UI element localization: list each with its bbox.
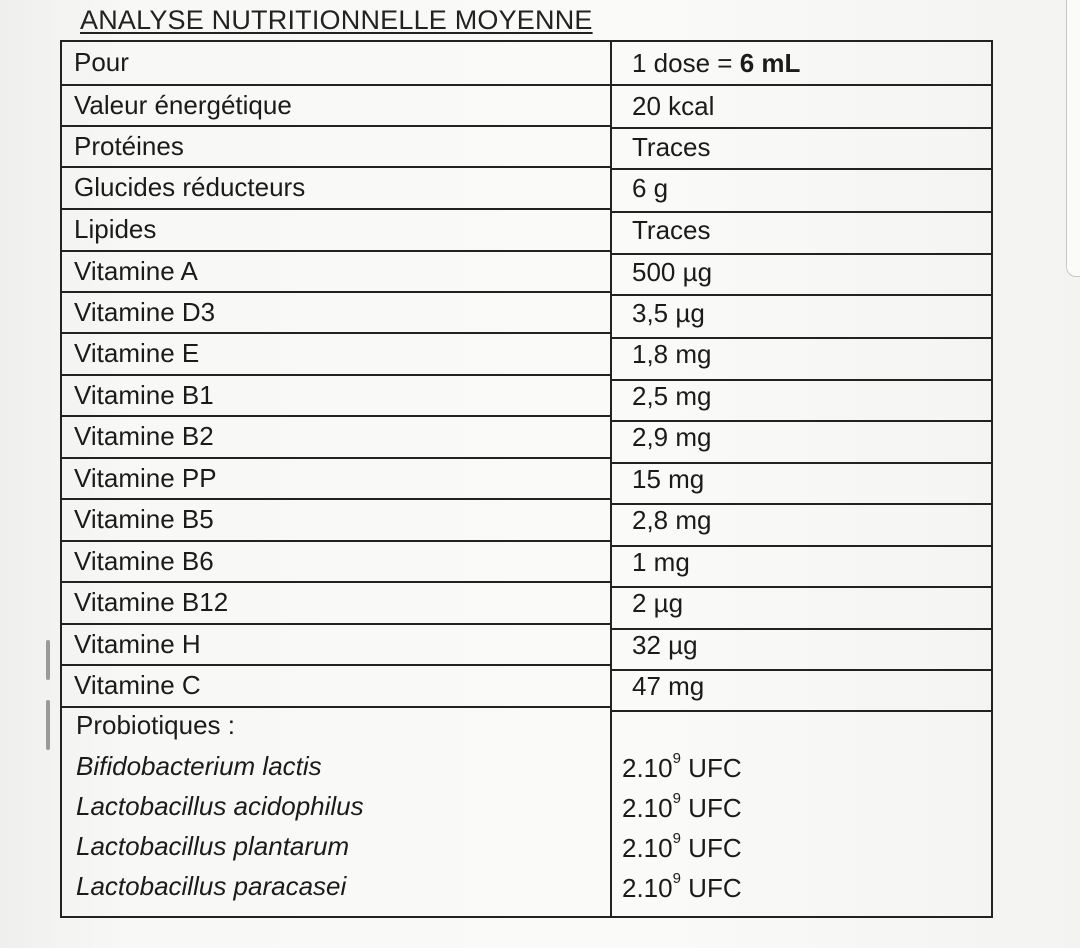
table-row [62, 582, 991, 623]
table-row [62, 375, 991, 416]
row-divider [62, 374, 610, 376]
amount-unit: UFC [680, 833, 742, 863]
table-row [62, 499, 991, 540]
probiotics-section [62, 707, 991, 916]
strain-name: Bifidobacterium lactis [76, 751, 322, 781]
serving-size-prefix: 1 dose = [632, 48, 740, 78]
nutrient-value [632, 44, 981, 83]
nutrient-label: Vitamine H [74, 629, 201, 659]
row-divider [610, 586, 991, 588]
nutrient-label: Vitamine B2 [74, 421, 214, 451]
row-divider [610, 84, 991, 86]
row-divider [62, 540, 610, 542]
table-row [62, 665, 991, 706]
nutrient-label: Vitamine PP [74, 463, 217, 493]
row-divider [610, 710, 991, 712]
nutrient-label: Vitamine B12 [74, 587, 229, 617]
table-row [62, 624, 991, 665]
probiotic-strain-row [62, 831, 991, 871]
nutrient-value: 2 µg [632, 588, 684, 618]
nutrient-value: 47 mg [632, 671, 705, 701]
strain-name: Lactobacillus acidophilus [76, 791, 364, 821]
nutrient-value: 15 mg [632, 464, 705, 494]
row-divider [62, 581, 610, 583]
probiotic-strain-row [62, 791, 991, 831]
row-divider [610, 211, 991, 213]
row-divider [62, 415, 610, 417]
margin-mark [46, 700, 50, 750]
amount-base: 2.10 [622, 833, 673, 863]
row-divider [610, 253, 991, 255]
nutrient-label: Vitamine A [74, 256, 198, 286]
table-row [62, 416, 991, 457]
nutrient-label: Valeur énergétique [74, 90, 292, 120]
amount-base: 2.10 [622, 793, 673, 823]
table-row [62, 167, 991, 208]
row-divider [610, 379, 991, 381]
row-divider [62, 166, 610, 168]
row-divider [610, 462, 991, 464]
nutrient-label: Pour [74, 47, 129, 77]
nutrition-table [60, 40, 993, 918]
amount-exponent: 9 [672, 750, 681, 767]
row-divider [610, 127, 991, 129]
nutrient-label: Protéines [74, 131, 184, 161]
row-divider [610, 503, 991, 505]
table-row [62, 209, 991, 250]
table-row [62, 126, 991, 167]
table-row [62, 541, 991, 582]
row-divider [62, 706, 610, 708]
nutrient-value: 1 mg [632, 547, 690, 577]
row-divider [610, 420, 991, 422]
serving-size-amount: 6 mL [739, 48, 801, 78]
nutrient-value: 2,9 mg [632, 422, 712, 452]
row-divider [62, 457, 610, 459]
nutrient-value: 2,8 mg [632, 505, 712, 535]
row-divider [610, 669, 991, 671]
nutrient-label: Vitamine B1 [74, 380, 214, 410]
probiotics-heading: Probiotiques : [76, 710, 235, 740]
amount-base: 2.10 [622, 873, 673, 903]
nutrient-label: Vitamine D3 [74, 297, 216, 327]
amount-exponent: 9 [672, 790, 681, 807]
row-divider [62, 250, 610, 252]
amount-exponent: 9 [672, 870, 681, 887]
row-divider [610, 628, 991, 630]
strain-name: Lactobacillus plantarum [76, 831, 350, 861]
row-divider [62, 125, 610, 127]
nutrient-label: Vitamine B5 [74, 504, 214, 534]
table-row [62, 85, 991, 126]
row-divider [62, 208, 610, 210]
row-divider [62, 332, 610, 334]
row-divider [62, 498, 610, 500]
table-row [62, 292, 991, 333]
nutrient-label: Glucides réducteurs [74, 172, 306, 202]
amount-unit: UFC [680, 873, 742, 903]
probiotic-strain-row [62, 871, 991, 911]
nutrient-value: 500 µg [632, 257, 713, 287]
strain-name: Lactobacillus paracasei [76, 871, 347, 901]
nutrient-value: Traces [632, 132, 711, 162]
strain-amount [622, 830, 742, 864]
nutrient-label: Lipides [74, 214, 157, 244]
nutrient-label: Vitamine B6 [74, 546, 214, 576]
nutrient-value: 32 µg [632, 630, 698, 660]
row-divider [62, 291, 610, 293]
nutrient-value: 1,8 mg [632, 339, 712, 369]
amount-unit: UFC [680, 793, 742, 823]
probiotic-strain-row [62, 751, 991, 791]
row-divider [62, 664, 610, 666]
nutrient-value: 2,5 mg [632, 381, 712, 411]
paper-edge [1066, 0, 1080, 277]
row-divider [610, 337, 991, 339]
strain-amount [622, 790, 742, 824]
amount-unit: UFC [680, 753, 742, 783]
nutrient-value: 20 kcal [632, 91, 715, 121]
row-divider [610, 545, 991, 547]
margin-mark [46, 640, 50, 680]
amount-base: 2.10 [622, 753, 673, 783]
nutrient-label: Vitamine E [74, 338, 200, 368]
row-divider [610, 168, 991, 170]
strain-amount [622, 750, 742, 784]
table-row [62, 251, 991, 292]
table-row [62, 458, 991, 499]
nutrient-value: 3,5 µg [632, 298, 705, 328]
nutrient-value: 6 g [632, 173, 669, 203]
amount-exponent: 9 [672, 830, 681, 847]
page-title: ANALYSE NUTRITIONNELLE MOYENNE [80, 5, 593, 35]
row-divider [610, 294, 991, 296]
strain-amount [622, 870, 742, 904]
nutrient-value: Traces [632, 215, 711, 245]
row-divider [62, 84, 610, 86]
table-row [62, 42, 991, 83]
nutrient-label: Vitamine C [74, 670, 201, 700]
row-divider [62, 623, 610, 625]
table-row [62, 333, 991, 374]
